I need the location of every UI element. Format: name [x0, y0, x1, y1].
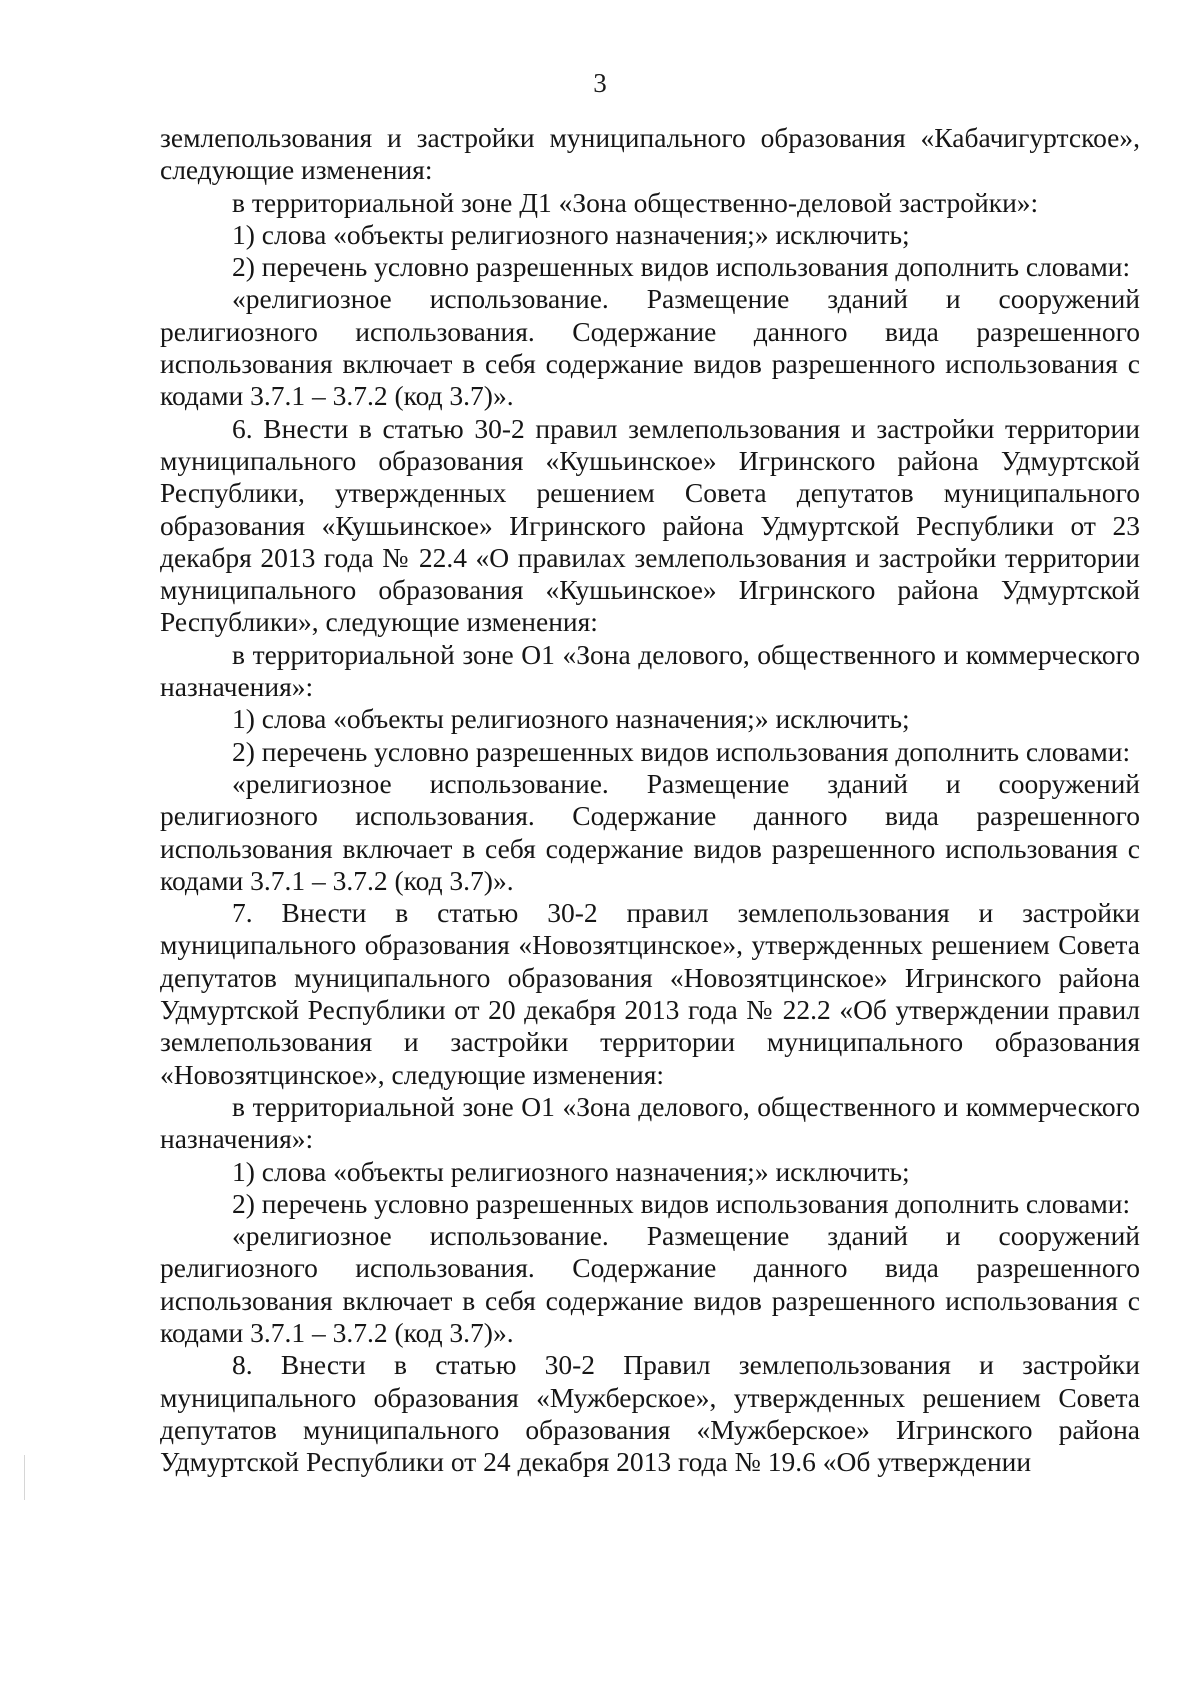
paragraph-quote: «религиозное использование. Размещение зданий и сооружений религиозного использования. Содержание данного вида разрешенного использования включает в себя содержание видов разрешенного использования с кодами 3.7.1 – 3.7.2 (код 3.7)». [160, 1220, 1140, 1348]
paragraph-continuation: землепользования и застройки муниципального образования «Кабачигуртское», следующие изменения: [160, 122, 1140, 186]
paragraph-zone-o1: в территориальной зоне О1 «Зона делового, общественного и коммерческого назначения»: [160, 1090, 1140, 1155]
paragraph-item-2: 2) перечень условно разрешенных видов использования дополнить словами: [232, 251, 1131, 283]
page-number: 3 [593, 68, 607, 98]
paragraph-item-2: 2) перечень условно разрешенных видов использования дополнить словами: [232, 735, 1131, 767]
paragraph-section-6: 6. Внести в статью 30-2 правил землепользования и застройки территории муниципального образования «Кушьинское» Игринского района Удмуртской Республики, утвержденных решением Совета депутатов муниципального образования «Кушьинское» Игринского района Удмуртской Республики от 23 декабря 2013 года № 22.4 «О правилах землепользования и застройки территории муниципального образования «Кушьинское» Игринского района Удмуртской Республики», следующие изменения: [160, 412, 1140, 638]
paragraph-quote: «религиозное использование. Размещение зданий и сооружений религиозного использования. Содержание данного вида разрешенного использования включает в себя содержание видов разрешенного использования с кодами 3.7.1 – 3.7.2 (код 3.7)». [160, 283, 1140, 412]
scan-margin-mark [24, 1455, 25, 1500]
paragraph-item-2: 2) перечень условно разрешенных видов использования дополнить словами: [232, 1187, 1131, 1219]
paragraph-item-1: 1) слова «объекты религиозного назначения;» исключить; [232, 1155, 910, 1187]
paragraph-zone-d1: в территориальной зоне Д1 «Зона общественно-деловой застройки»: [232, 186, 1039, 218]
paragraph-section-8: 8. Внести в статью 30-2 Правил землепользования и застройки муниципального образования «Мужберское», утвержденных решением Совета депутатов муниципального образования «Мужберское» Игринского района Удмуртской Республики от 24 декабря 2013 года № 19.6 «Об утверждении [160, 1349, 1140, 1478]
document-body [160, 122, 1140, 1478]
paragraph-zone-o1: в территориальной зоне О1 «Зона делового, общественного и коммерческого назначения»: [160, 638, 1140, 703]
paragraph-quote: «религиозное использование. Размещение зданий и сооружений религиозного использования. Содержание данного вида разрешенного использования включает в себя содержание видов разрешенного использования с кодами 3.7.1 – 3.7.2 (код 3.7)». [160, 767, 1140, 896]
paragraph-item-1: 1) слова «объекты религиозного назначения;» исключить; [232, 703, 910, 735]
paragraph-item-1: 1) слова «объекты религиозного назначения;» исключить; [232, 218, 910, 250]
paragraph-section-7: 7. Внести в статью 30-2 правил землепользования и застройки муниципального образования «Новозятцинское», утвержденных решением Совета депутатов муниципального образования «Новозятцинское» Игринского района Удмуртской Республики от 20 декабря 2013 года № 22.2 «Об утверждении правил землепользования и застройки территории муниципального образования «Новозятцинское», следующие изменения: [160, 897, 1140, 1090]
